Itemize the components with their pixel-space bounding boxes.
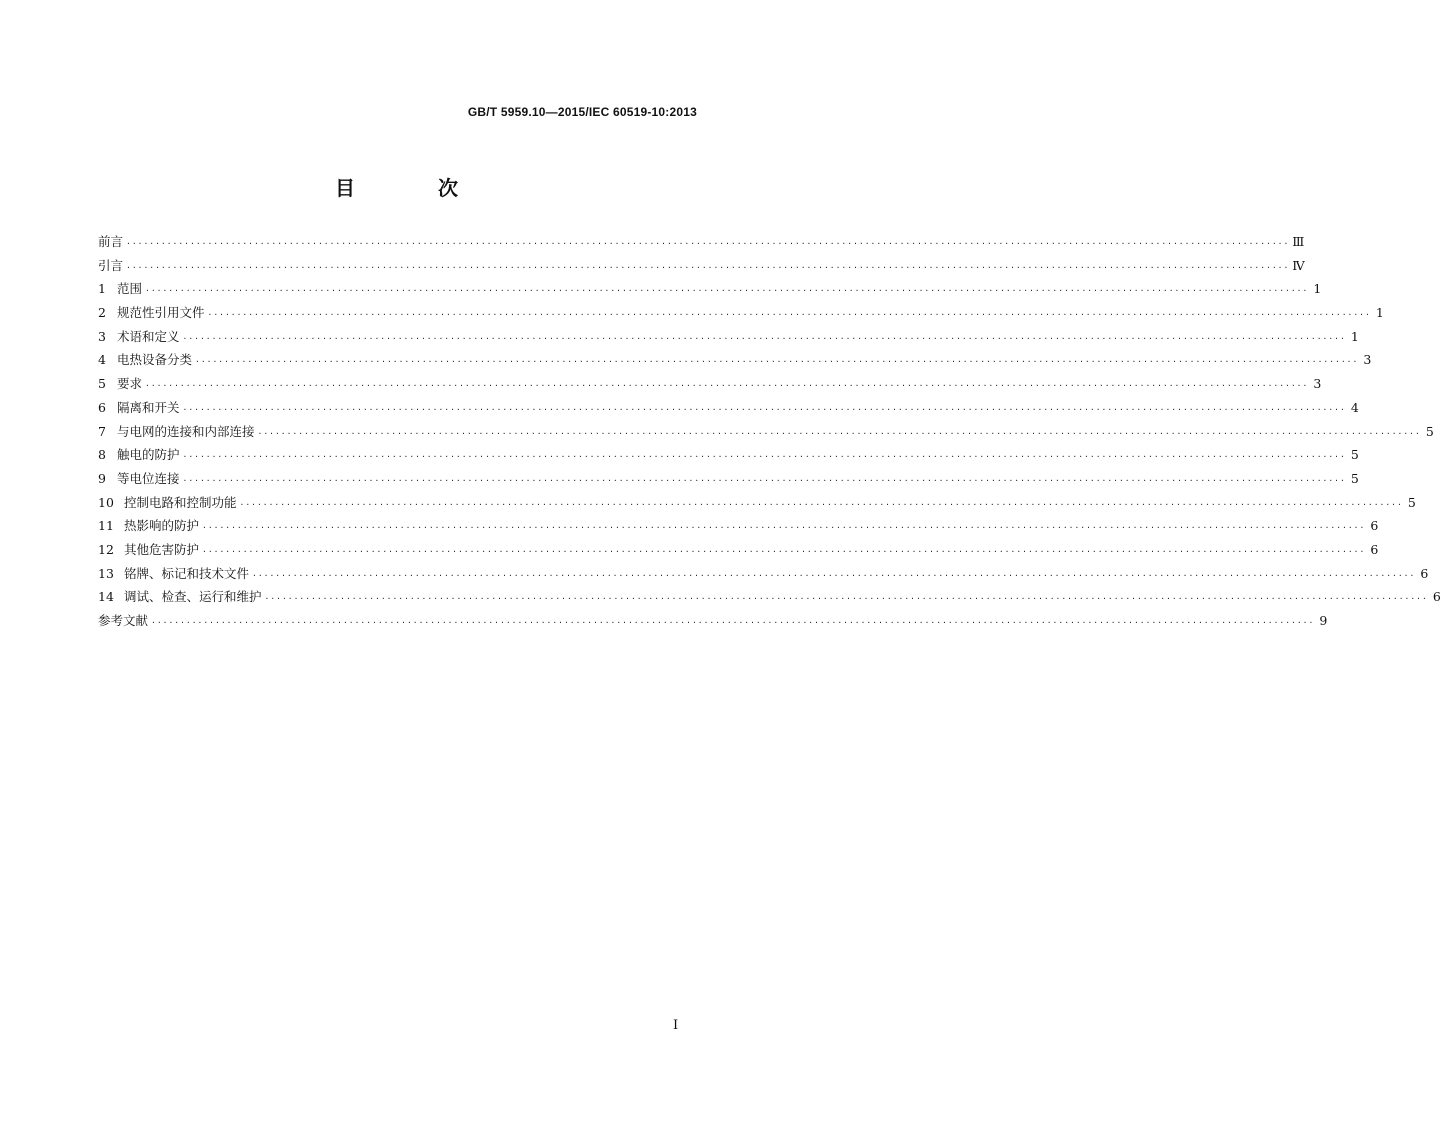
toc-entry-label: 引言: [98, 257, 124, 273]
toc-entry-page: 6: [1420, 565, 1429, 581]
page-number: I: [673, 1018, 679, 1033]
toc-entry-label: 前言: [98, 234, 124, 249]
toc-entry-page: 9: [1319, 613, 1328, 628]
toc-entry-label: 电热设备分类: [117, 352, 193, 368]
toc-entry-page: 3: [1313, 376, 1322, 392]
toc-entry-page: 3: [1363, 352, 1372, 368]
toc-entry-page: 5: [1425, 423, 1434, 439]
toc-entry-page: 5: [1350, 447, 1359, 463]
toc-entry-page: Ⅳ: [1292, 257, 1305, 273]
toc-entry-page: 1: [1313, 281, 1322, 297]
toc-entry-number: 9: [98, 470, 106, 486]
toc-entry[interactable]: [98, 232, 1305, 256]
toc-entry-label: 要求: [117, 376, 143, 392]
toc-entry-number: 2: [98, 305, 106, 321]
toc-entry[interactable]: [98, 374, 1322, 398]
toc-dot-leader: ········································································································································································································: [264, 594, 1428, 604]
toc-entry-page: 1: [1375, 305, 1384, 321]
toc-entry-number: 6: [98, 399, 106, 415]
toc-entry-number: 1: [98, 281, 106, 297]
toc-entry-label: 隔离和开关: [117, 399, 180, 415]
toc-entry-page: 5: [1350, 470, 1359, 486]
toc-dot-leader: ········································································································································································································: [151, 618, 1315, 627]
toc-entry-number: 11: [98, 518, 114, 534]
toc-entry[interactable]: [98, 587, 1441, 611]
toc-entry[interactable]: [98, 303, 1384, 327]
toc-entry-label: 范围: [117, 281, 143, 297]
toc-entry-label: 术语和定义: [117, 328, 180, 344]
toc-dot-leader: ········································································································································································································: [182, 475, 1346, 485]
page-title: 目 次: [335, 176, 496, 200]
toc-dot-leader: ········································································································································································································: [195, 357, 1359, 367]
toc-entry-label: 触电的防护: [117, 447, 180, 463]
toc-entry[interactable]: [98, 611, 1328, 635]
toc-entry[interactable]: [98, 540, 1379, 564]
toc-entry-label: 等电位连接: [117, 470, 180, 486]
toc-entry[interactable]: [98, 256, 1305, 280]
toc-entry-number: 12: [98, 541, 114, 557]
toc-entry-label: 控制电路和控制功能: [124, 494, 237, 510]
toc-entry-page: 5: [1407, 494, 1416, 510]
table-of-contents: [98, 232, 1441, 635]
toc-dot-leader: ········································································································································································································: [145, 381, 1309, 391]
toc-dot-leader: ········································································································································································································: [182, 333, 1346, 343]
toc-entry-page: 6: [1370, 541, 1379, 557]
toc-entry-number: 3: [98, 328, 106, 344]
toc-entry-label: 热影响的防护: [124, 518, 200, 534]
toc-entry[interactable]: [98, 564, 1429, 588]
toc-dot-leader: ········································································································································································································: [182, 452, 1346, 462]
toc-dot-leader: ········································································································································································································: [252, 570, 1416, 580]
toc-entry[interactable]: [98, 445, 1359, 469]
toc-dot-leader: ········································································································································································································: [202, 523, 1366, 533]
toc-dot-leader: ········································································································································································································: [202, 546, 1366, 556]
toc-entry-page: 6: [1370, 518, 1379, 534]
toc-entry-label: 其他危害防护: [124, 541, 200, 557]
toc-entry-number: 10: [98, 494, 114, 510]
toc-dot-leader: ········································································································································································································: [126, 239, 1290, 248]
toc-entry[interactable]: [98, 398, 1359, 422]
toc-dot-leader: ········································································································································································································: [145, 286, 1309, 296]
toc-dot-leader: ········································································································································································································: [257, 428, 1421, 438]
toc-entry[interactable]: [98, 279, 1322, 303]
toc-dot-leader: ········································································································································································································: [207, 310, 1371, 320]
toc-entry[interactable]: [98, 327, 1359, 351]
toc-entry-page: 1: [1350, 328, 1359, 344]
toc-entry[interactable]: [98, 422, 1434, 446]
toc-entry[interactable]: [98, 516, 1379, 540]
toc-dot-leader: ········································································································································································································: [239, 499, 1403, 509]
toc-dot-leader: ········································································································································································································: [182, 404, 1346, 414]
toc-entry-label: 与电网的连接和内部连接: [117, 423, 255, 439]
toc-entry-page: 6: [1432, 589, 1441, 605]
toc-entry-label: 铭牌、标记和技术文件: [124, 565, 250, 581]
toc-entry[interactable]: [98, 350, 1372, 374]
toc-entry-number: 14: [98, 589, 114, 605]
toc-entry-label: 规范性引用文件: [117, 305, 205, 321]
toc-entry-number: 5: [98, 376, 106, 392]
toc-entry-number: 13: [98, 565, 114, 581]
toc-entry-page: 4: [1350, 399, 1359, 415]
toc-entry[interactable]: [98, 469, 1359, 493]
toc-entry-label: 调试、检查、运行和维护: [124, 589, 262, 605]
standard-id: GB/T 5959.10—2015/IEC 60519-10:2013: [467, 105, 697, 119]
toc-entry-number: 7: [98, 423, 106, 439]
toc-entry-label: 参考文献: [98, 613, 149, 628]
toc-entry-number: 4: [98, 352, 106, 368]
toc-entry[interactable]: [98, 493, 1416, 517]
toc-entry-page: Ⅲ: [1292, 234, 1305, 249]
toc-dot-leader: ········································································································································································································: [126, 262, 1290, 272]
toc-entry-number: 8: [98, 447, 106, 463]
